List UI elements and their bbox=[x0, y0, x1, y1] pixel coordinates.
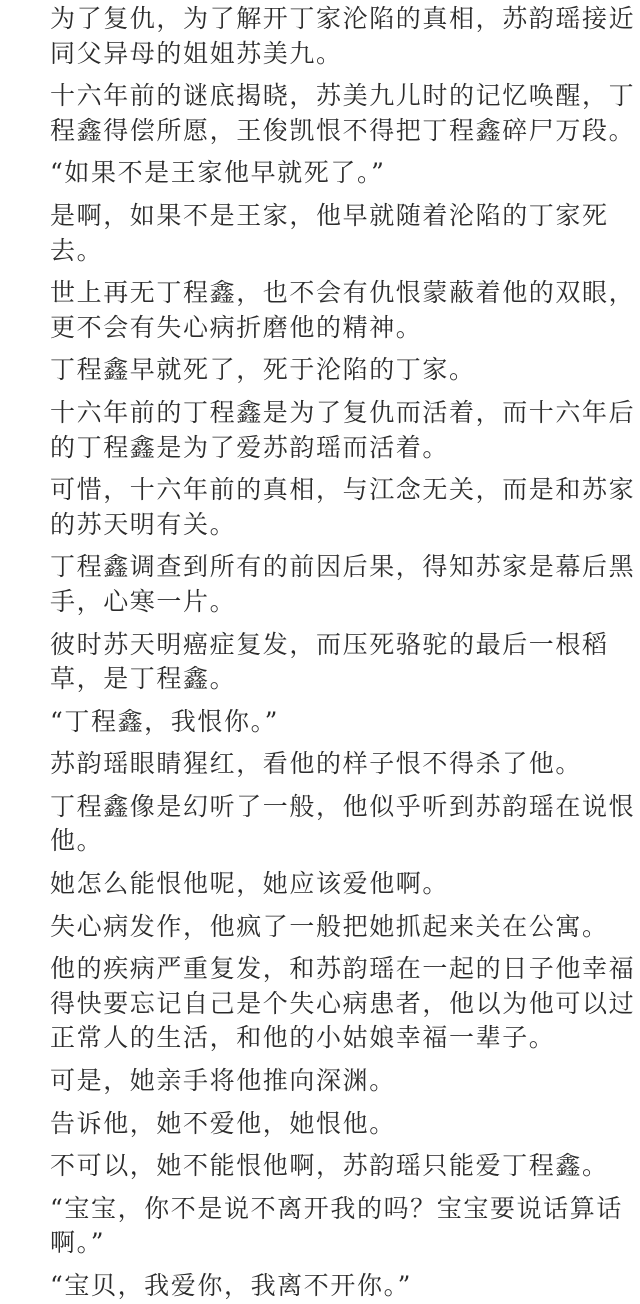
paragraph bbox=[50, 396, 636, 465]
text-line: 是啊，如果不是王家，他早就随着沦陷的丁家死 bbox=[50, 200, 609, 230]
text-line: 的丁程鑫是为了爱苏韵瑶而活着。 bbox=[50, 432, 450, 462]
paragraph bbox=[50, 1269, 630, 1304]
text-line: 彼时苏天明癌症复发，而压死骆驼的最后一根稻 bbox=[50, 629, 609, 659]
text-line: 十六年前的丁程鑫是为了复仇而活着，而十六年后 bbox=[50, 397, 636, 427]
paragraph bbox=[50, 276, 636, 345]
text-line: 更不会有失心病折磨他的精神。 bbox=[50, 312, 423, 342]
text-line: 十六年前的谜底揭晓，苏美九儿时的记忆唤醒，丁 bbox=[50, 81, 636, 111]
paragraph bbox=[50, 473, 636, 542]
paragraph bbox=[50, 79, 636, 148]
paragraph bbox=[50, 952, 636, 1056]
text-line: “如果不是王家他早就死了。” bbox=[50, 158, 386, 188]
text-line: 可是，她亲手将他推向深渊。 bbox=[50, 1066, 396, 1096]
paragraph bbox=[50, 1107, 630, 1142]
text-line: “宝贝，我爱你，我离不开你。” bbox=[50, 1271, 413, 1300]
text-line: 得快要忘记自己是个失心病患者，他以为他可以过 bbox=[50, 988, 636, 1018]
paragraph bbox=[50, 550, 636, 619]
text-line: 程鑫得偿所愿，王俊凯恨不得把丁程鑫碎尸万段。 bbox=[50, 115, 636, 145]
text-line: “丁程鑫，我恨你。” bbox=[50, 706, 280, 736]
text-line: 正常人的生活，和他的小姑娘幸福一辈子。 bbox=[50, 1023, 556, 1053]
text-line: 丁程鑫像是幻听了一般，他似乎听到苏韵瑶在说恨 bbox=[50, 791, 636, 821]
story-text bbox=[50, 2, 636, 1304]
paragraph bbox=[50, 705, 630, 740]
text-line: 啊。” bbox=[50, 1228, 106, 1258]
paragraph bbox=[50, 1064, 630, 1099]
text-line: 同父异母的姐姐苏美九。 bbox=[50, 38, 343, 68]
paragraph bbox=[50, 867, 630, 902]
text-line: 为了复仇，为了解开丁家沦陷的真相，苏韵瑶接近 bbox=[50, 4, 636, 33]
text-line: 他的疾病严重复发，和苏韵瑶在一起的日子他幸福 bbox=[50, 954, 636, 984]
text-line: 丁程鑫调查到所有的前因后果，得知苏家是幕后黑 bbox=[50, 552, 636, 582]
text-line: 他。 bbox=[50, 826, 104, 856]
paragraph bbox=[50, 2, 636, 71]
text-line: 不可以，她不能恨他啊，苏韵瑶只能爱丁程鑫。 bbox=[50, 1151, 609, 1181]
text-line: 去。 bbox=[50, 235, 104, 265]
text-line: 可惜，十六年前的真相，与江念无关，而是和苏家 bbox=[50, 475, 636, 505]
paragraph bbox=[50, 1149, 630, 1184]
paragraph bbox=[50, 156, 630, 191]
paragraph bbox=[50, 199, 630, 268]
text-line: 失心病发作，他疯了一般把她抓起来关在公寓。 bbox=[50, 911, 609, 941]
text-line: 她怎么能恨他呢，她应该爱他啊。 bbox=[50, 869, 450, 899]
paragraph bbox=[50, 628, 630, 697]
text-line: 告诉他，她不爱他，她恨他。 bbox=[50, 1108, 396, 1138]
text-line: 丁程鑫早就死了，死于沦陷的丁家。 bbox=[50, 355, 476, 385]
text-line: “宝宝，你不是说不离开我的吗？宝宝要说话算话 bbox=[50, 1193, 623, 1223]
paragraph bbox=[50, 747, 630, 782]
paragraph bbox=[50, 353, 630, 388]
text-line: 手，心寒一片。 bbox=[50, 586, 237, 616]
text-line: 世上再无丁程鑫，也不会有仇恨蒙蔽着他的双眼， bbox=[50, 278, 636, 308]
text-line: 草，是丁程鑫。 bbox=[50, 664, 237, 694]
text-line: 苏韵瑶眼睛猩红，看他的样子恨不得杀了他。 bbox=[50, 749, 583, 779]
text-line: 的苏天明有关。 bbox=[50, 509, 237, 539]
paragraph bbox=[50, 790, 636, 859]
paragraph bbox=[50, 910, 630, 945]
paragraph bbox=[50, 1192, 630, 1261]
